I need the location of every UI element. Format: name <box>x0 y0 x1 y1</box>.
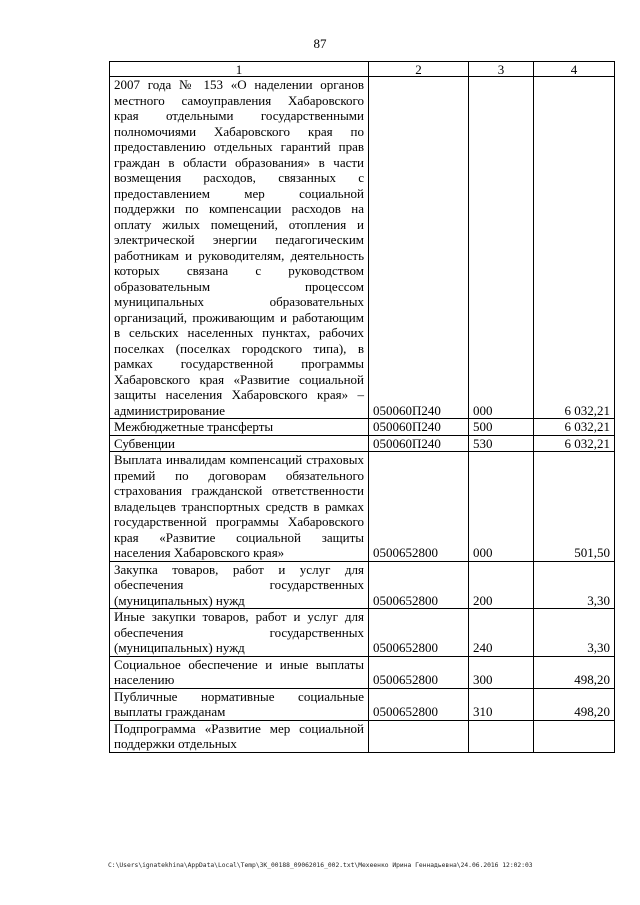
row-description: Иные закупки товаров, работ и услуг для обеспечения государственных (муниципальных) нужд <box>110 609 369 657</box>
table-row <box>110 609 615 657</box>
row-amount: 3,30 <box>534 609 615 657</box>
table-row <box>110 561 615 609</box>
row-code: 050060П240 <box>369 419 469 436</box>
row-code: 0500652800 <box>369 561 469 609</box>
row-code: 050060П240 <box>369 77 469 419</box>
row-description: Субвенции <box>110 435 369 452</box>
row-code: 0500652800 <box>369 688 469 720</box>
page-number: 87 <box>313 36 327 51</box>
row-description: Публичные нормативные социальные выплаты гражданам <box>110 688 369 720</box>
row-amount: 498,20 <box>534 656 615 688</box>
row-amount: 6 032,21 <box>534 77 615 419</box>
row-type: 000 <box>469 452 534 562</box>
row-description: Закупка товаров, работ и услуг для обеспечения государственных (муниципальных) нужд <box>110 561 369 609</box>
row-description: Социальное обеспечение и иные выплаты населению <box>110 656 369 688</box>
table-row <box>110 656 615 688</box>
row-amount: 498,20 <box>534 688 615 720</box>
row-type <box>469 720 534 752</box>
row-type: 200 <box>469 561 534 609</box>
footer-file-path: C:\Users\ignatekhina\AppData\Local\Temp\3K_00188_09062016_002.txt\Мехеенко Ирина Геннадьевна\24.06.2016 12:02:03 <box>108 862 533 869</box>
row-amount: 501,50 <box>534 452 615 562</box>
row-type: 000 <box>469 77 534 419</box>
budget-table <box>109 61 615 753</box>
header-col-3: 3 <box>469 62 534 77</box>
table-row <box>110 452 615 562</box>
row-amount: 3,30 <box>534 561 615 609</box>
table-row <box>110 77 615 419</box>
row-description: Подпрограмма «Развитие мер социальной поддержки отдельных <box>110 720 369 752</box>
row-type: 530 <box>469 435 534 452</box>
row-description: 2007 года № 153 «О наделении органов местного самоуправления Хабаровского края отдельными государственными полномочиями Хабаровского края по предоставлению отдельных гарантий прав граждан в области образования» в части возмещения расходов, связанных с предоставлением мер социальной поддержки по компенсации расходов на оплату жилых помещений, отопления и электрической энергии педагогическим работникам и руководителям, деятельность которых связана с руководством образовательным процессом муниципальных образовательных организаций, проживающим и работающим в сельских населенных пунктах, рабочих поселках (поселках городского типа), в рамках государственной программы Хабаровского края «Развитие социальной защиты населения Хабаровского края» – администрирование <box>110 77 369 419</box>
row-code: 0500652800 <box>369 656 469 688</box>
table-row <box>110 688 615 720</box>
row-code: 050060П240 <box>369 435 469 452</box>
row-description: Выплата инвалидам компенсаций страховых премий по договорам обязательного страхования гражданской ответственности владельцев транспортных средств в рамках государственной программы Хабаровского края «Развитие социальной защиты населения Хабаровского края» <box>110 452 369 562</box>
row-code: 0500652800 <box>369 452 469 562</box>
row-type: 240 <box>469 609 534 657</box>
header-col-2: 2 <box>369 62 469 77</box>
row-type: 310 <box>469 688 534 720</box>
row-code: 0500652800 <box>369 609 469 657</box>
table-row <box>110 419 615 436</box>
header-col-4: 4 <box>534 62 615 77</box>
row-type: 300 <box>469 656 534 688</box>
table-row <box>110 720 615 752</box>
row-amount: 6 032,21 <box>534 419 615 436</box>
row-code <box>369 720 469 752</box>
row-type: 500 <box>469 419 534 436</box>
table-header-row <box>110 62 615 77</box>
row-amount: 6 032,21 <box>534 435 615 452</box>
row-description: Межбюджетные трансферты <box>110 419 369 436</box>
table-row <box>110 435 615 452</box>
header-col-1: 1 <box>110 62 369 77</box>
row-amount <box>534 720 615 752</box>
